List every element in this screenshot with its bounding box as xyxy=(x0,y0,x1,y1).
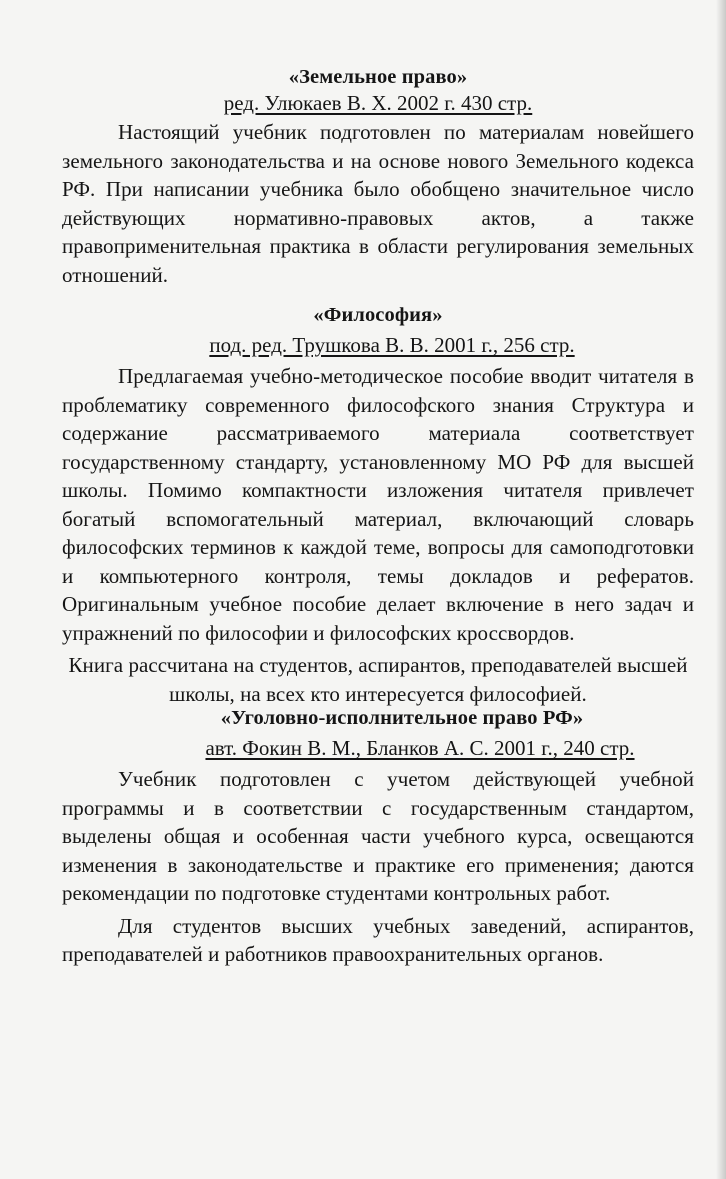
book-audience: Для студентов высших учебных заведений, аспирантов, преподавателей и работников правоохранительных органов. xyxy=(62,913,694,966)
book-audience: Книга рассчитана на студентов, аспирантов, преподавателей высшей школы, на всех кто интересуется философией. xyxy=(68,653,688,706)
book-title: «Уголовно-исполнительное право РФ» xyxy=(220,707,584,729)
book-entry-philosophy xyxy=(62,302,694,708)
book-description: Учебник подготовлен с учетом действующей учебной программы и в соответствии с государственным стандартом, выделены общая и особенная части учебного курса, освещаются изменения в законодательстве и практике его применения; даются рекомендации по подготовке студентами контрольных работ. xyxy=(62,767,694,905)
book-meta: под. ред. Трушкова В. В. 2001 г., 256 стр. xyxy=(209,333,575,357)
book-entry-penal-law xyxy=(62,705,694,969)
book-meta: авт. Фокин В. М., Бланков А. С. 2001 г., 240 стр. xyxy=(205,736,635,760)
book-description: Предлагаемая учебно-методическое пособие вводит читателя в проблематику современного философского знания Структура и содержание рассматриваемого материала соответствует государственному стандарту, установленному МО РФ для высшей школы. Помимо компактности изложения читателя привлечет богатый вспомогательный материал, включающий словарь философских терминов к каждой теме, вопросы для самоподготовки и компьютерного контроля, темы докладов и рефератов. Оригинальным учебное пособие делает включение в него задач и упражнений по философии и философских кроссвордов. xyxy=(62,364,694,645)
page-edge-shadow xyxy=(716,0,726,1179)
book-entry-land-law xyxy=(62,64,694,289)
book-title: «Земельное право» xyxy=(288,66,468,88)
book-title: «Философия» xyxy=(313,304,443,326)
book-meta: ред. Улюкаев В. Х. 2002 г. 430 стр. xyxy=(223,91,533,115)
book-description: Настоящий учебник подготовлен по материалам новейшего земельного законодательства и на основе нового Земельного кодекса РФ. При написании учебника было обобщено значительное число действующих нормативно-правовых актов, а также правоприменительная практика в области регулирования земельных отношений. xyxy=(62,120,694,287)
